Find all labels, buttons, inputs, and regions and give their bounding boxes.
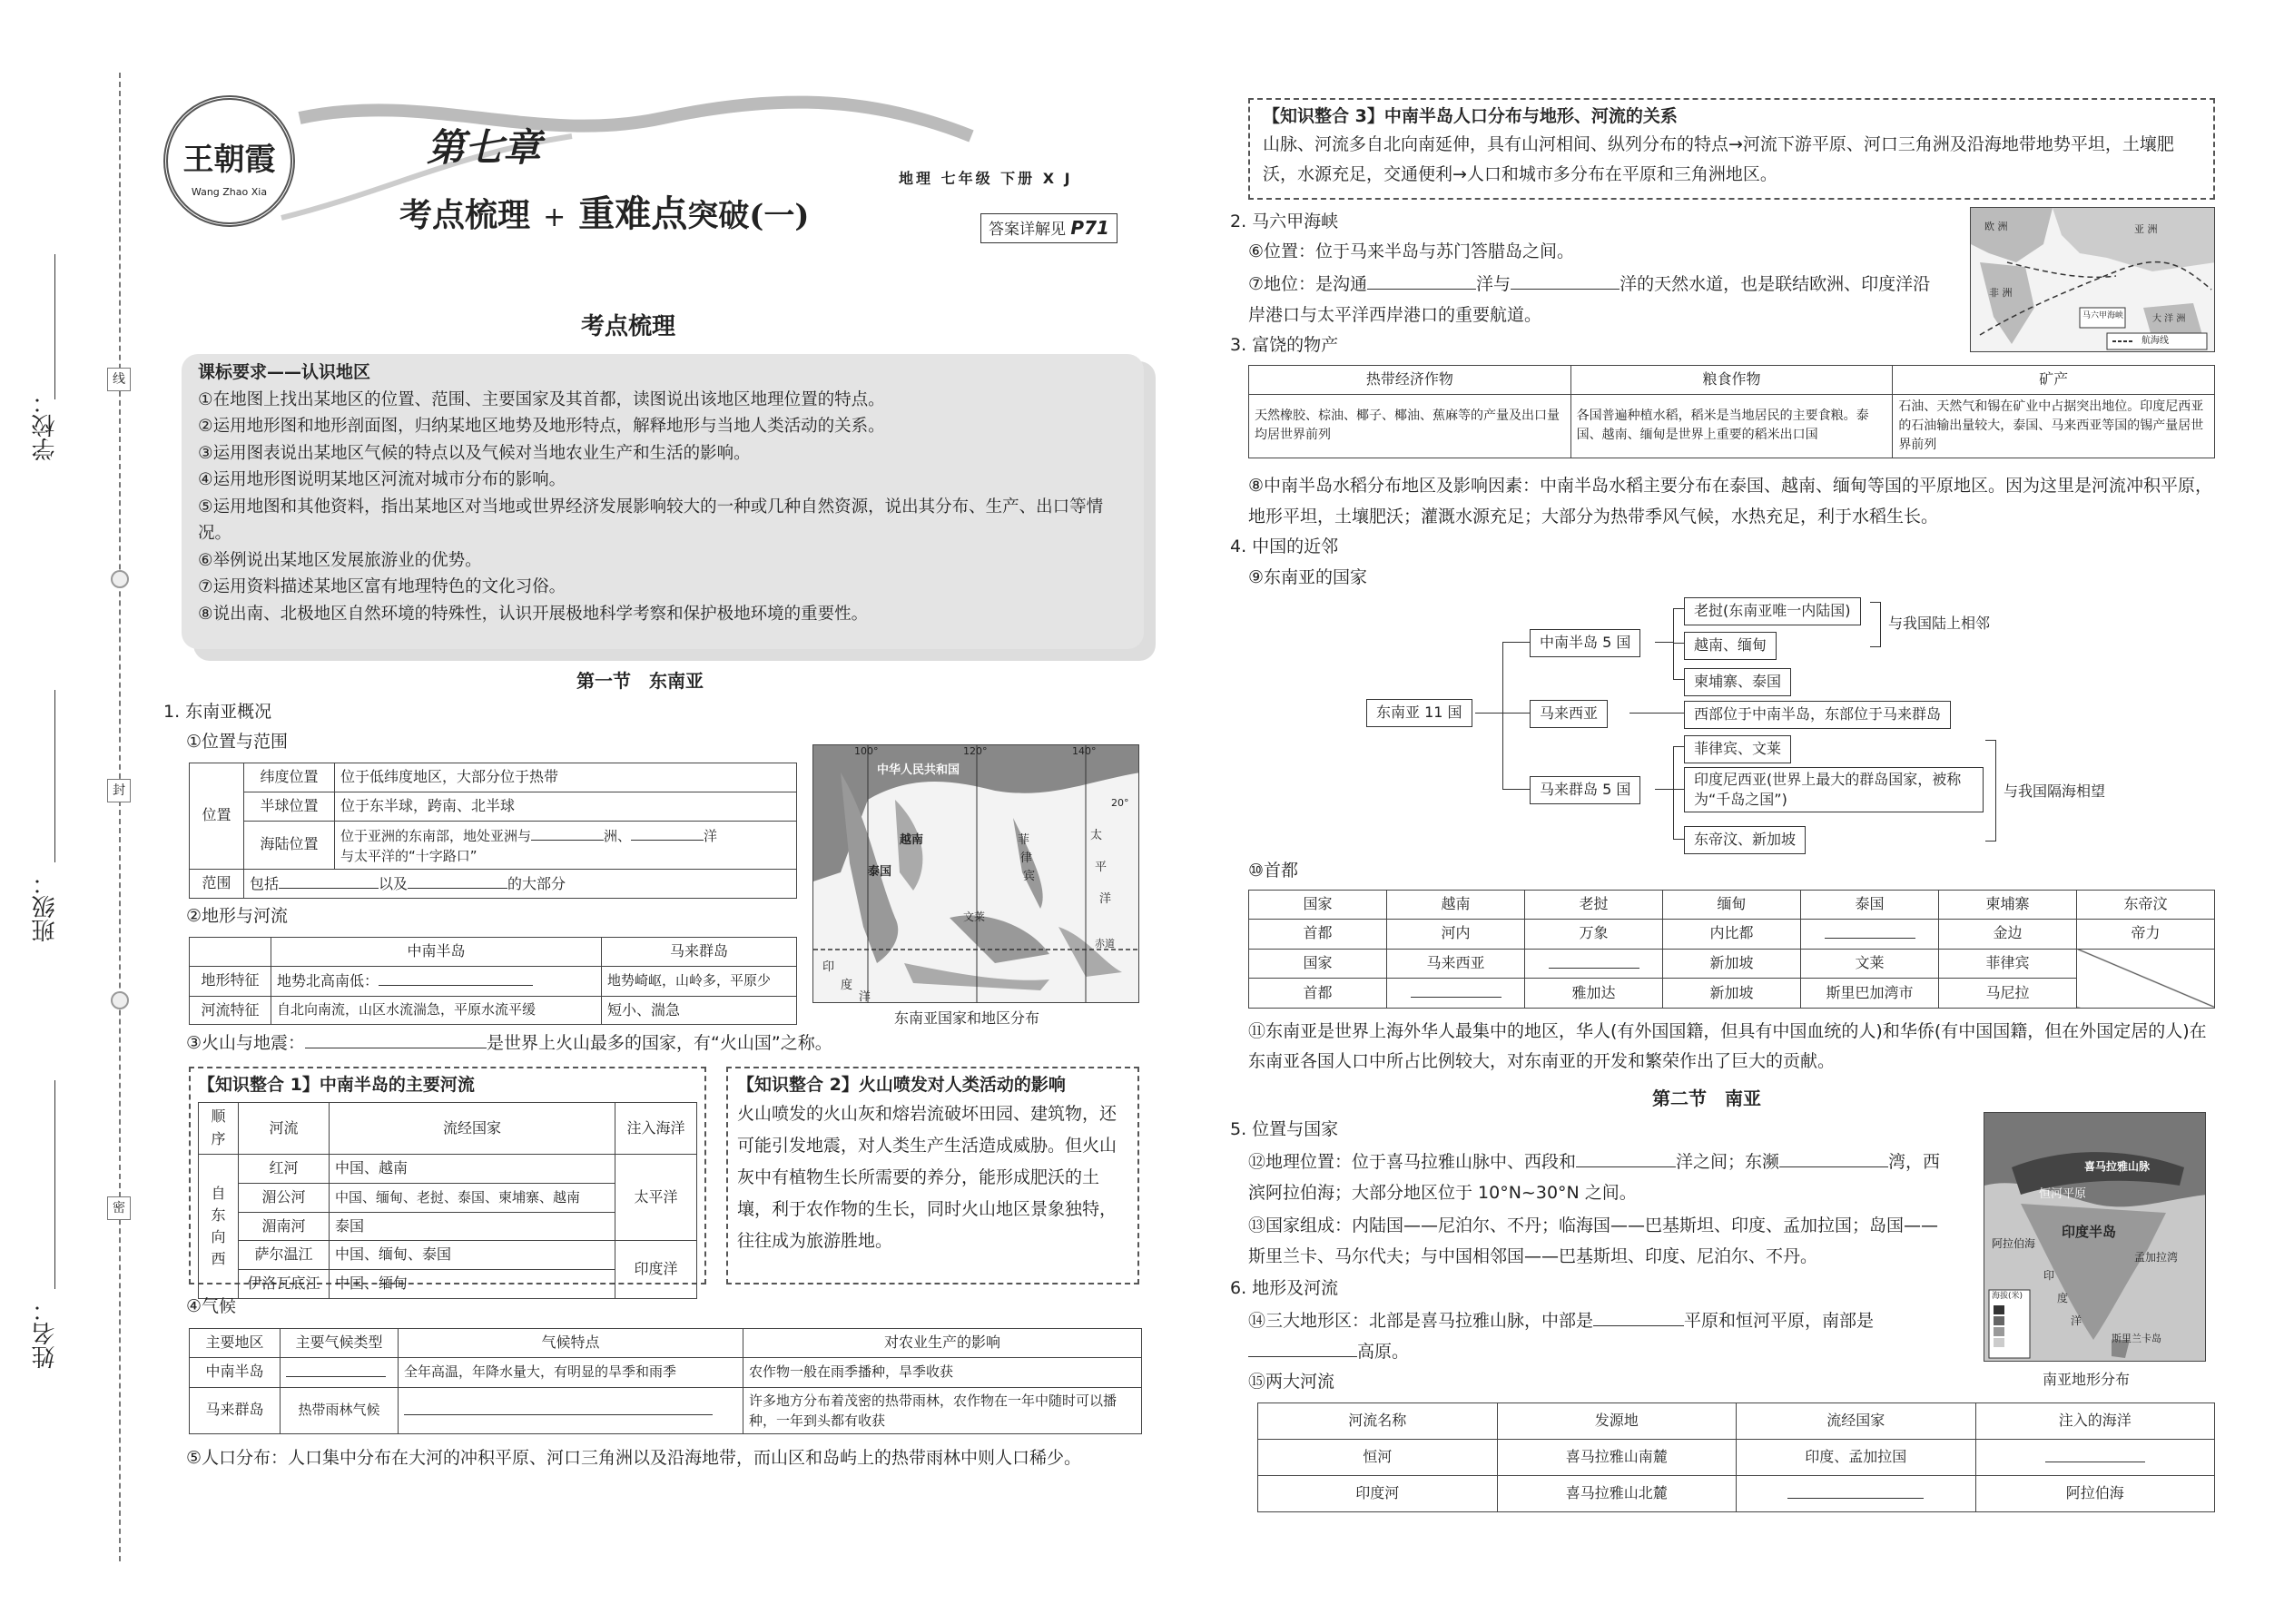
answer-blank[interactable] xyxy=(279,872,379,889)
table-cell: 地形特征 xyxy=(190,966,271,996)
paragraph xyxy=(1248,269,1947,330)
table-cell: 中国、缅甸、泰国 xyxy=(330,1241,615,1270)
text: ⑫地理位置：位于喜马拉雅山脉中、西段和 xyxy=(1248,1152,1577,1172)
tree-node: 东帝汶、新加坡 xyxy=(1684,826,1806,854)
table-cell: 伊洛瓦底江 xyxy=(239,1270,330,1299)
map-label: 泰国 xyxy=(868,865,892,879)
box-text: 山脉、河流多自北向南延伸，具有山河相间、纵列分布的特点→河流下游平原、河口三角洲及沿海地带地势平坦，土壤肥沃，水源充足，交通便利→人口和城市多分布在平原和三角洲地区。 xyxy=(1263,134,2174,185)
answer-blank[interactable] xyxy=(286,1361,386,1377)
table-cell: 印度河 xyxy=(1258,1476,1498,1512)
table-header: 注入海洋 xyxy=(615,1103,697,1155)
table-cell: 金边 xyxy=(1939,919,2077,949)
text: 洋之间；东濒 xyxy=(1676,1152,1780,1172)
paragraph: ⑩首都 xyxy=(1248,861,1299,881)
table-cell: 喜马拉雅山北麓 xyxy=(1497,1476,1737,1512)
paragraph xyxy=(1248,1305,1947,1367)
curriculum-title: 课标要求——认识地区 xyxy=(198,362,371,382)
map-label: 印 xyxy=(2043,1269,2055,1282)
table-cell: 雅加达 xyxy=(1525,979,1663,1009)
answer-blank[interactable] xyxy=(1779,1151,1888,1167)
table-header: 流经国家 xyxy=(1737,1403,1976,1440)
title-part: 突破(一) xyxy=(687,198,810,234)
paragraph: ⑮两大河流 xyxy=(1248,1372,1335,1392)
table-cell xyxy=(399,1387,743,1433)
tree-note: 与我国陆上相邻 xyxy=(1888,615,1991,632)
table-cell: 太平洋 xyxy=(615,1155,697,1241)
tree-node: 马来群岛 5 国 xyxy=(1530,776,1640,804)
table-cell: 喜马拉雅山南麓 xyxy=(1497,1440,1737,1476)
title-plus: + xyxy=(543,202,566,233)
map-label: 斯里兰卡岛 xyxy=(2112,1333,2161,1344)
map-label: 律 xyxy=(1020,851,1033,865)
table-cell: 河流特征 xyxy=(190,996,271,1025)
map-label: 平 xyxy=(1095,861,1108,874)
logo-text: 王朝霞 xyxy=(182,142,276,178)
curriculum-item: ⑥举例说出某地区发展旅游业的优势。 xyxy=(198,550,482,570)
map-label: 欧 洲 xyxy=(1984,221,2008,232)
lesson-title: 第二节 南亚 xyxy=(1652,1088,1761,1109)
name-label: 姓名： xyxy=(32,1298,59,1369)
tree-node: 柬埔寨、泰国 xyxy=(1684,668,1791,696)
knowledge-box-3 xyxy=(1248,98,2215,200)
south-asia-map xyxy=(1984,1112,2206,1362)
answer-blank[interactable] xyxy=(2045,1446,2145,1462)
curriculum-item: ①在地图上找出某地区的位置、范围、主要国家及其首都，读图说出该地区地理位置的特点。 xyxy=(198,389,885,409)
answer-page: P71 xyxy=(1070,217,1109,239)
curriculum-box xyxy=(182,354,1144,649)
table-cell xyxy=(244,869,797,899)
answer-blank[interactable] xyxy=(531,824,604,841)
table-header: 马来群岛 xyxy=(602,938,797,967)
subsection-title: ②地形与河流 xyxy=(186,906,289,926)
box-title: 【知识整合 3】中南半岛人口分布与地形、河流的关系 xyxy=(1263,106,1678,126)
map-label: 文莱 xyxy=(963,910,986,923)
table-header: 主要地区 xyxy=(190,1329,281,1358)
table-cell: 农作物一般在雨季播种，旱季收获 xyxy=(743,1357,1142,1387)
table-cell: 泰国 xyxy=(1801,891,1939,920)
table-cell: 国家 xyxy=(1249,949,1387,979)
table-cell: 自北向南流，山区水流湍急，平原水流平缓 xyxy=(271,996,602,1025)
answer-blank[interactable] xyxy=(1248,1341,1357,1357)
table-cell xyxy=(335,821,797,869)
map-label: 越南 xyxy=(900,833,924,847)
text: 以及 xyxy=(379,874,409,892)
country-tree xyxy=(1248,595,2215,853)
malacca-map xyxy=(1970,207,2215,352)
table-cell xyxy=(1525,949,1663,979)
answer-blank[interactable] xyxy=(1787,1482,1924,1499)
table-cell: 印度、孟加拉国 xyxy=(1737,1440,1976,1476)
curriculum-item: ⑤运用地图和其他资料，指出某地区对当地或世界经济发展影响较大的一种或几种自然资源，说出其分布、生产、出口等情况。 xyxy=(198,497,1104,543)
logo-subtext: Wang Zhao Xia xyxy=(191,185,268,198)
text: ③火山与地震： xyxy=(186,1033,306,1053)
table-header: 发源地 xyxy=(1497,1403,1737,1440)
subsection-title: 2. 马六甲海峡 xyxy=(1230,212,1339,231)
table-cell: 首都 xyxy=(1249,919,1387,949)
class-label: 班级： xyxy=(32,871,59,942)
table-cell xyxy=(1975,1440,2215,1476)
table-cell: 菲律宾 xyxy=(1939,949,2077,979)
map-label: 中华人民共和国 xyxy=(877,763,960,777)
seal-mark: 封 xyxy=(107,779,131,802)
table-cell: 东帝汶 xyxy=(2077,891,2215,920)
answer-blank[interactable] xyxy=(408,872,507,889)
answer-blank[interactable] xyxy=(1825,922,1915,939)
text: 平原和恒河平原，南部是 xyxy=(1684,1311,1875,1331)
table-cell: 中南半岛 xyxy=(190,1357,281,1387)
subsection-title: 3. 富饶的物产 xyxy=(1230,335,1339,355)
table-cell: 越南 xyxy=(1387,891,1525,920)
rivers-table xyxy=(1257,1403,2215,1512)
table-cell: 柬埔寨 xyxy=(1939,891,2077,920)
table-cell: 地势崎岖，山岭多，平原少 xyxy=(602,966,797,996)
answer-blank[interactable] xyxy=(1367,273,1476,290)
table-cell: 范围 xyxy=(190,869,244,899)
map-label: 度 xyxy=(841,979,853,992)
table-cell: 中国、越南 xyxy=(330,1155,615,1184)
table-cell: 湄南河 xyxy=(239,1212,330,1241)
table-cell xyxy=(1737,1476,1976,1512)
tree-node: 印度尼西亚(世界上最大的群岛国家，被称为“千岛之国”) xyxy=(1684,767,1984,812)
table-cell: 泰国 xyxy=(330,1212,615,1241)
table-cell: 自东向西 xyxy=(199,1155,239,1299)
table-header: 对农业生产的影响 xyxy=(743,1329,1142,1358)
map-label: 喜马拉雅山脉 xyxy=(2084,1160,2151,1173)
table-cell: 马来群岛 xyxy=(190,1387,281,1433)
answer-ref xyxy=(980,213,1117,243)
seal-mark: 密 xyxy=(107,1196,131,1220)
map-label: 太 xyxy=(1090,829,1103,842)
map-caption: 东南亚国家和地区分布 xyxy=(894,1009,1040,1027)
curriculum-item: ②运用地形图和地形剖面图，归纳某地区地势及地形特点，解释地形与当地人类活动的关系。 xyxy=(198,417,885,436)
book-tags: 地理 七年级 下册 X J xyxy=(899,170,1073,187)
binding-ring xyxy=(111,570,129,588)
binding-margin xyxy=(0,0,154,1624)
table-cell xyxy=(271,966,602,996)
tree-node: 东南亚 11 国 xyxy=(1366,699,1472,727)
tree-node: 中南半岛 5 国 xyxy=(1530,629,1640,657)
table-cell xyxy=(281,1357,399,1387)
map-label: 大 洋 洲 xyxy=(2152,314,2186,324)
paragraph: ⑨东南亚的国家 xyxy=(1248,567,1368,587)
map-label: 印度半岛 xyxy=(2062,1224,2117,1240)
answer-blank[interactable] xyxy=(1511,273,1620,290)
table-header: 气候特点 xyxy=(399,1329,743,1358)
table-cell: 缅甸 xyxy=(1663,891,1801,920)
table-cell: 新加坡 xyxy=(1663,949,1801,979)
map-label: 洋 xyxy=(2071,1314,2082,1327)
curriculum-item: ⑧说出南、北极地区自然环境的特殊性，认识开展极地科学考察和保护极地环境的重要性。 xyxy=(198,604,869,624)
table-cell: 湄公河 xyxy=(239,1183,330,1212)
tree-node: 越南、缅甸 xyxy=(1684,632,1777,660)
paragraph: ⑪东南亚是世界上海外华人最集中的地区，华人(有外国国籍，但具有中国血统的人)和华侨(有中国国籍，但在外国定居的人)在东南亚各国人口中所占比例较大，对东南亚的开发和繁荣作出了巨大的贡献。 xyxy=(1248,1021,2207,1071)
map-label: 20° xyxy=(1111,797,1129,809)
knowledge-box-2 xyxy=(726,1067,1139,1284)
seal-mark: 线 xyxy=(107,368,131,391)
map-label: 亚 洲 xyxy=(2134,223,2158,235)
capitals-table xyxy=(1248,890,2215,1009)
title-part: 考点梳理 xyxy=(399,196,531,234)
answer-blank[interactable] xyxy=(1593,1310,1684,1326)
text: 位于亚洲的东南部，地处亚洲与 xyxy=(340,827,532,844)
subsection-title: 4. 中国的近邻 xyxy=(1230,536,1339,556)
products-table xyxy=(1248,365,2215,458)
table-cell: 热带雨林气候 xyxy=(281,1387,399,1433)
answer-blank[interactable] xyxy=(305,1032,487,1048)
table-cell: 纬度位置 xyxy=(244,763,335,792)
binding-ring xyxy=(111,991,129,1009)
southeast-asia-map xyxy=(812,744,1139,1003)
section-title: 考点梳理 xyxy=(581,313,676,340)
table-cell xyxy=(190,938,271,967)
knowledge-box-1 xyxy=(189,1067,706,1293)
curriculum-item: ④运用地形图说明某地区河流对城市分布的影响。 xyxy=(198,470,566,489)
map-label: 100° xyxy=(854,745,879,757)
text: 洋 xyxy=(704,827,718,844)
table-cell: 内比都 xyxy=(1663,919,1801,949)
position-table xyxy=(189,763,797,899)
curriculum-item: ⑦运用资料描述某地区富有地理特色的文化习俗。 xyxy=(198,577,566,596)
tree-note: 与我国隔海相望 xyxy=(2004,782,2106,800)
table-cell: 恒河 xyxy=(1258,1440,1498,1476)
map-label: 非 洲 xyxy=(1989,287,2013,299)
empty-cell xyxy=(2077,949,2215,1009)
tree-node: 马来西亚 xyxy=(1530,700,1608,728)
table-cell: 半球位置 xyxy=(244,792,335,821)
population-text: ⑤人口分布：人口集中分布在大河的冲积平原、河口三角洲以及沿海地带，而山区和岛屿上的热带雨林中则人口稀少。 xyxy=(186,1448,1082,1468)
map-label: 赤道 xyxy=(1095,938,1115,950)
table-cell: 国家 xyxy=(1249,891,1387,920)
title-part: 重难点 xyxy=(578,192,688,235)
text: 是世界上火山最多的国家，有“火山国”之称。 xyxy=(487,1033,832,1053)
map-label: 140° xyxy=(1072,745,1097,757)
table-header: 河流 xyxy=(239,1103,330,1155)
text: 洋的天然水道，也是联结欧洲、印度洋沿岸港口与太平洋西岸港口的重要航道。 xyxy=(1248,274,1931,325)
table-cell: 位置 xyxy=(190,763,244,870)
table-cell: 马尼拉 xyxy=(1939,979,2077,1009)
text: 的大部分 xyxy=(507,874,566,892)
table-cell: 印度洋 xyxy=(615,1241,697,1299)
table-cell: 新加坡 xyxy=(1663,979,1801,1009)
table-header: 河流名称 xyxy=(1258,1403,1498,1440)
text: 洲、 xyxy=(604,827,632,844)
table-cell: 河内 xyxy=(1387,919,1525,949)
table-cell: 首都 xyxy=(1249,979,1387,1009)
school-field[interactable] xyxy=(54,254,55,399)
map-graphic xyxy=(813,745,1139,1003)
map-label: 航海线 xyxy=(2141,336,2169,346)
class-field[interactable] xyxy=(54,690,55,862)
paragraph xyxy=(1248,1147,1947,1208)
text: 地势北高南低： xyxy=(277,971,379,989)
table-cell: 马来西亚 xyxy=(1387,949,1525,979)
table-cell: 老挝 xyxy=(1525,891,1663,920)
table-cell: 天然橡胶、棕油、椰子、椰油、蕉麻等的产量及出口量均居世界前列 xyxy=(1249,394,1571,458)
answer-blank[interactable] xyxy=(1576,1151,1676,1167)
map-label: 恒河平原 xyxy=(2039,1187,2087,1201)
table-cell: 各国普遍种植水稻，稻米是当地居民的主要食粮。泰国、越南、缅甸是世界上重要的稻米出口国 xyxy=(1570,394,1893,458)
table-header: 注入的海洋 xyxy=(1975,1403,2215,1440)
box-title: 【知识整合 1】中南半岛的主要河流 xyxy=(198,1075,475,1095)
table-cell xyxy=(1801,919,1939,949)
lesson-title: 第一节 东南亚 xyxy=(576,670,704,692)
answer-blank[interactable] xyxy=(1411,981,1501,998)
volcano-line xyxy=(186,1030,832,1057)
paragraph: ⑬国家组成：内陆国——尼泊尔、不丹；临海国——巴基斯坦、印度、孟加拉国；岛国——斯里兰卡、马尔代夫；与中国相邻国——巴基斯坦、印度、尼泊尔、不丹。 xyxy=(1248,1216,1939,1266)
text: 湾，西滨阿拉伯海；大部分地区位于 10°N~30°N 之间。 xyxy=(1248,1152,1941,1203)
table-cell xyxy=(1387,979,1525,1009)
table-header: 中南半岛 xyxy=(271,938,602,967)
map-label: 120° xyxy=(963,745,988,757)
paragraph: ⑧中南半岛水稻分布地区及影响因素：中南半岛水稻主要分布在泰国、越南、缅甸等国的平原地区。因为这里是河流冲积平原，地形平坦，土壤肥沃；灌溉水源充足；大部分为热带季风气候，水热充足，利于水稻生长。 xyxy=(1248,476,2213,527)
answer-blank[interactable] xyxy=(1549,952,1639,969)
page-title xyxy=(399,186,809,242)
map-label: 海拔(米) xyxy=(1992,1292,2023,1301)
table-cell: 中国、缅甸 xyxy=(330,1270,615,1299)
text: ⑭三大地形区：北部是喜马拉雅山脉，中部是 xyxy=(1248,1311,1594,1331)
text: ⑦地位：是沟通 xyxy=(1248,274,1368,294)
logo xyxy=(163,95,295,227)
chapter-title: 第七章 xyxy=(427,125,542,170)
table-cell: 海陆位置 xyxy=(244,821,335,869)
box-title: 【知识整合 2】火山喷发对人类活动的影响 xyxy=(737,1075,1066,1095)
curriculum-item: ③运用图表说出某地区气候的特点以及气候对当地农业生产和生活的影响。 xyxy=(198,443,751,463)
table-header: 流经国家 xyxy=(330,1103,615,1155)
map-label: 洋 xyxy=(1099,892,1112,906)
table-header: 顺序 xyxy=(199,1103,239,1155)
table-cell: 斯里巴加湾市 xyxy=(1801,979,1939,1009)
map-label: 阿拉伯海 xyxy=(1992,1237,2036,1250)
map-label: 洋 xyxy=(859,990,871,1003)
map-label: 宾 xyxy=(1023,870,1036,883)
table-header: 热带经济作物 xyxy=(1249,366,1571,395)
header xyxy=(154,82,1162,263)
map-label: 度 xyxy=(2057,1292,2069,1304)
table-cell: 中国、缅甸、老挝、泰国、柬埔寨、越南 xyxy=(330,1183,615,1212)
text: 高原。 xyxy=(1357,1342,1410,1362)
box-text: 火山喷发的火山灰和熔岩流破坏田园、建筑物，还可能引发地震，对人类生产生活造成威胁。但火山灰中有植物生长所需要的养分，能形成肥沃的土壤，利于农作物的生长，同时火山地区景象独特，往往成为旅游胜地。 xyxy=(737,1104,1117,1252)
subsection-title: ④气候 xyxy=(186,1296,237,1316)
table-header: 矿产 xyxy=(1893,366,2215,395)
terrain-table xyxy=(189,937,797,1025)
climate-table xyxy=(189,1328,1142,1434)
tree-node: 老挝(东南亚唯一内陆国) xyxy=(1684,597,1861,625)
table-header: 粮食作物 xyxy=(1570,366,1893,395)
table-cell: 阿拉伯海 xyxy=(1975,1476,2215,1512)
table-cell: 短小、湍急 xyxy=(602,996,797,1025)
school-label: 学校： xyxy=(32,390,59,461)
text: 洋与 xyxy=(1476,274,1511,294)
table-cell: 帝力 xyxy=(2077,919,2215,949)
map-caption: 南亚地形分布 xyxy=(2043,1371,2131,1388)
subsection-title: ①位置与范围 xyxy=(186,732,289,752)
table-cell: 许多地方分布着茂密的热带雨林，农作物在一年中随时可以播种，一年到头都有收获 xyxy=(743,1387,1142,1433)
map-label: 马六甲海峡 xyxy=(2082,311,2124,320)
text: 与太平洋的“十字路口” xyxy=(340,847,478,864)
table-cell: 万象 xyxy=(1525,919,1663,949)
paragraph: ⑥位置：位于马来半岛与苏门答腊岛之间。 xyxy=(1248,241,1575,261)
tree-node: 菲律宾、文莱 xyxy=(1684,735,1791,763)
table-cell: 位于东半球，跨南、北半球 xyxy=(335,792,797,821)
map-label: 印 xyxy=(822,960,835,974)
subsection-title: 5. 位置与国家 xyxy=(1230,1119,1339,1139)
map-label: 菲 xyxy=(1018,833,1030,847)
map-label: 孟加拉湾 xyxy=(2134,1251,2179,1264)
table-cell: 文莱 xyxy=(1801,949,1939,979)
text: 包括 xyxy=(250,874,280,892)
table-cell: 红河 xyxy=(239,1155,330,1184)
table-cell: 石油、天然气和锡在矿业中占据突出地位。印度尼西亚的石油输出量较大，泰国、马来西亚等国的锡产量居世界前列 xyxy=(1893,394,2215,458)
subsection-title: 6. 地形及河流 xyxy=(1230,1278,1339,1298)
table-cell: 萨尔温江 xyxy=(239,1241,330,1270)
name-field[interactable] xyxy=(54,1080,55,1289)
answer-blank[interactable] xyxy=(379,969,533,986)
table-cell: 位于低纬度地区，大部分位于热带 xyxy=(335,763,797,792)
table-header: 主要气候类型 xyxy=(281,1329,399,1358)
answer-blank[interactable] xyxy=(404,1399,713,1415)
answer-blank[interactable] xyxy=(631,824,704,841)
table-cell: 全年高温，年降水量大，有明显的旱季和雨季 xyxy=(399,1357,743,1387)
tree-node: 西部位于中南半岛，东部位于马来群岛 xyxy=(1684,701,1951,729)
answer-label: 答案详解见 xyxy=(989,221,1066,239)
subsection-title: 1. 东南亚概况 xyxy=(163,702,272,722)
